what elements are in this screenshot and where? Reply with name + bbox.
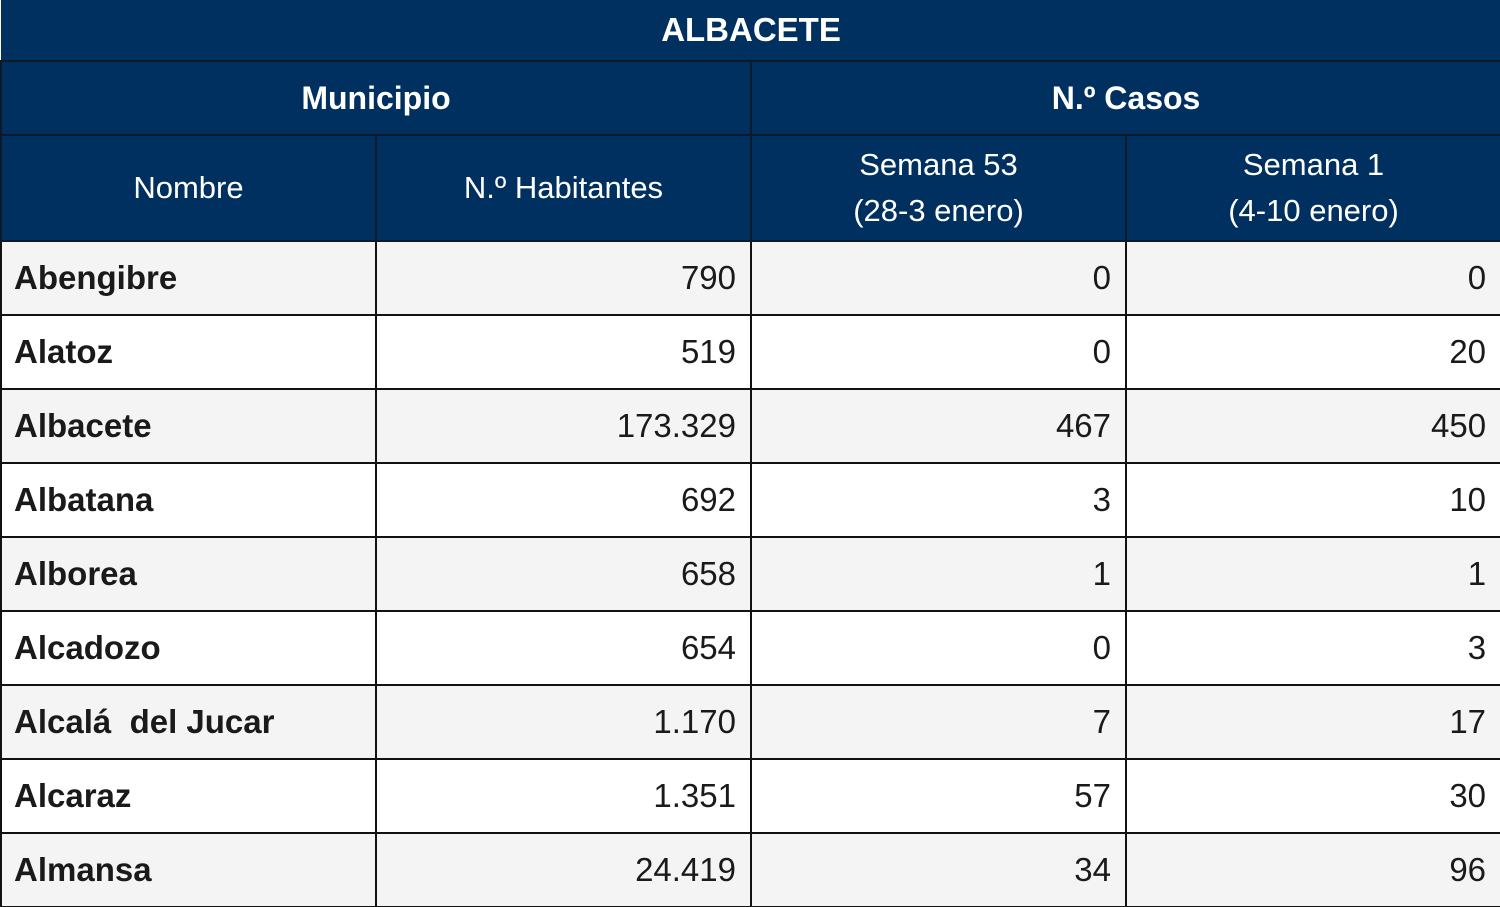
column-header-habitantes <box>376 135 751 241</box>
title-row <box>1 0 1500 61</box>
cell-nombre: Alcadozo <box>1 611 376 685</box>
cell-semana53: 7 <box>751 685 1126 759</box>
group-header-municipio: Municipio <box>1 61 751 135</box>
table-row <box>1 685 1500 759</box>
cell-semana1: 96 <box>1126 833 1500 907</box>
cell-semana1: 17 <box>1126 685 1500 759</box>
column-header-label: N.º Habitantes <box>463 170 664 205</box>
cell-habitantes: 790 <box>376 241 751 315</box>
cell-semana1: 10 <box>1126 463 1500 537</box>
cell-semana1: 0 <box>1126 241 1500 315</box>
column-header-dates: (28-3 enero) <box>853 193 1024 228</box>
table-row <box>1 463 1500 537</box>
table-row <box>1 611 1500 685</box>
cell-habitantes: 658 <box>376 537 751 611</box>
cell-nombre: Alborea <box>1 537 376 611</box>
cell-nombre: Alcaraz <box>1 759 376 833</box>
cell-nombre: Almansa <box>1 833 376 907</box>
cell-habitantes: 1.170 <box>376 685 751 759</box>
cell-nombre: Abengibre <box>1 241 376 315</box>
cell-nombre: Alcalá del Jucar <box>1 685 376 759</box>
cell-nombre: Albatana <box>1 463 376 537</box>
cell-habitantes: 1.351 <box>376 759 751 833</box>
column-header-semana53 <box>751 135 1126 241</box>
cell-semana53: 0 <box>751 241 1126 315</box>
group-header-casos: N.º Casos <box>751 61 1500 135</box>
column-header-label: Semana 53 <box>859 147 1018 182</box>
table-row <box>1 759 1500 833</box>
cell-semana53: 34 <box>751 833 1126 907</box>
column-header-dates: (4-10 enero) <box>1228 193 1399 228</box>
cell-semana1: 450 <box>1126 389 1500 463</box>
table-row <box>1 389 1500 463</box>
table-row <box>1 537 1500 611</box>
cell-semana53: 3 <box>751 463 1126 537</box>
cell-semana53: 1 <box>751 537 1126 611</box>
cell-habitantes: 24.419 <box>376 833 751 907</box>
cell-semana1: 30 <box>1126 759 1500 833</box>
column-header-label: Nombre <box>133 170 244 205</box>
cell-habitantes: 519 <box>376 315 751 389</box>
cell-semana53: 0 <box>751 611 1126 685</box>
cell-semana53: 467 <box>751 389 1126 463</box>
cell-semana1: 3 <box>1126 611 1500 685</box>
cell-semana1: 20 <box>1126 315 1500 389</box>
cell-nombre: Albacete <box>1 389 376 463</box>
cell-semana53: 0 <box>751 315 1126 389</box>
cell-habitantes: 173.329 <box>376 389 751 463</box>
group-header-row <box>1 61 1500 135</box>
table-title: ALBACETE <box>1 0 1500 61</box>
column-header-nombre <box>1 135 376 241</box>
table-row <box>1 241 1500 315</box>
table-row <box>1 833 1500 907</box>
column-header-row <box>1 135 1500 241</box>
table-row <box>1 315 1500 389</box>
cell-semana53: 57 <box>751 759 1126 833</box>
cell-habitantes: 692 <box>376 463 751 537</box>
cell-semana1: 1 <box>1126 537 1500 611</box>
column-header-semana1 <box>1126 135 1500 241</box>
cell-nombre: Alatoz <box>1 315 376 389</box>
column-header-label: Semana 1 <box>1242 147 1385 182</box>
cell-habitantes: 654 <box>376 611 751 685</box>
